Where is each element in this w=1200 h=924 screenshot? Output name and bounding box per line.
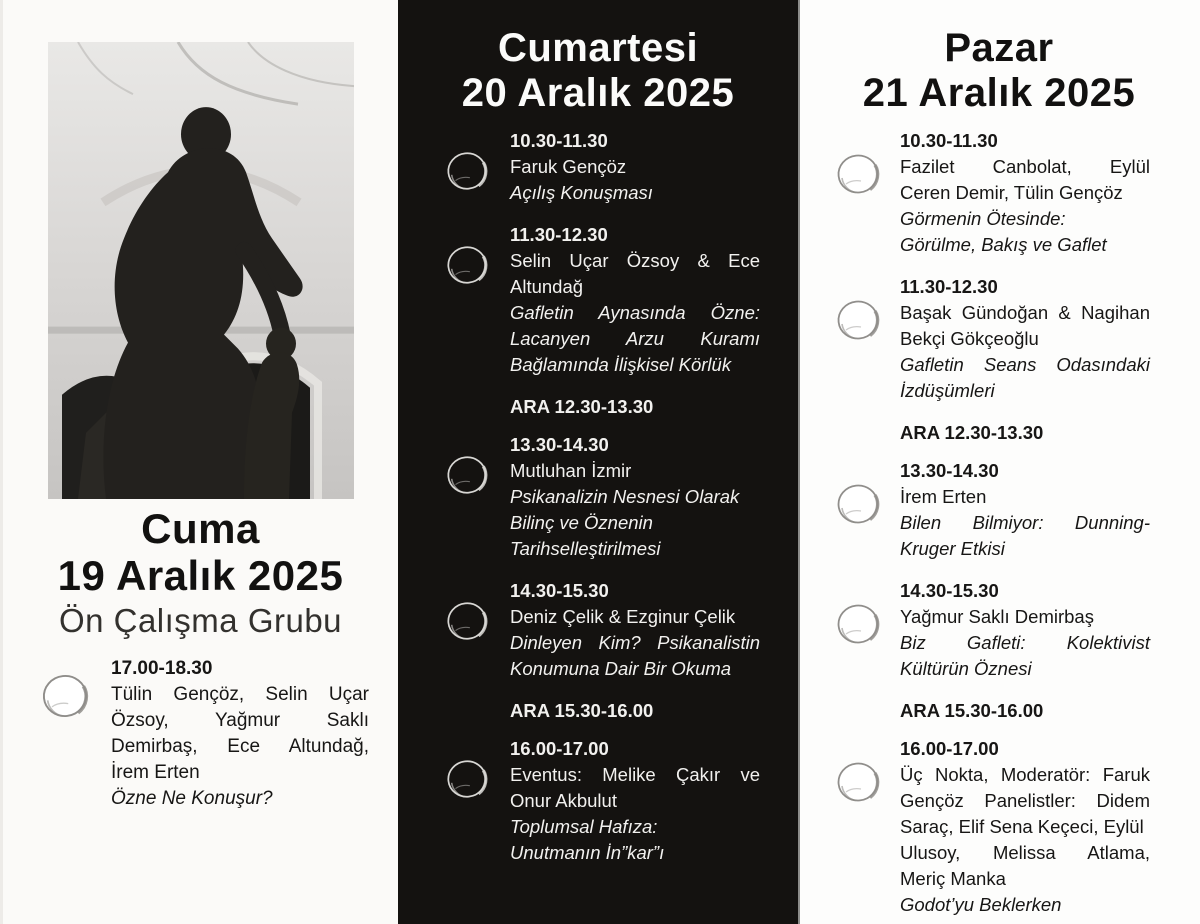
day-date: 20 Aralık 2025 bbox=[461, 70, 735, 115]
session-time: 11.30-12.30 bbox=[900, 275, 998, 297]
topic-line: Açılış Konuşması bbox=[510, 181, 653, 203]
session-time: 10.30-11.30 bbox=[900, 129, 998, 151]
topic-line: Unutmanın İn”kar”ı bbox=[510, 841, 665, 863]
topic-line: Bilen Bilmiyor: Dunning- bbox=[900, 511, 1150, 533]
day-title: Cuma bbox=[141, 505, 260, 552]
topic-line: Konumuna Dair Bir Okuma bbox=[510, 657, 732, 679]
schedule bbox=[800, 128, 1198, 918]
break-label: ARA 12.30-13.30 bbox=[900, 421, 1044, 443]
speaker-line: Onur Akbulut bbox=[510, 789, 617, 811]
speaker-line: Demirbaş, Ece Altundağ, bbox=[111, 736, 369, 758]
sketch-circle-icon bbox=[444, 452, 490, 498]
topic-line: Godot’yu Beklerken bbox=[900, 893, 1062, 915]
speaker-line: İrem Erten bbox=[900, 485, 987, 507]
sketch-circle-icon bbox=[834, 600, 882, 648]
speaker-line: Gençöz Panelistler: Didem bbox=[900, 789, 1150, 811]
day-title: Cumartesi bbox=[497, 26, 699, 70]
session-time: 14.30-15.30 bbox=[900, 579, 999, 601]
sketch-circle-icon bbox=[834, 758, 882, 806]
session-time: 16.00-17.00 bbox=[510, 737, 609, 759]
speaker-line: Üç Nokta, Moderatör: Faruk bbox=[900, 763, 1150, 785]
topic-line: Bağlamında İlişkisel Körlük bbox=[510, 353, 732, 375]
sketch-circle-icon bbox=[444, 242, 490, 288]
topic-line: Özne Ne Konuşur? bbox=[111, 788, 273, 810]
speaker-line: Faruk Gençöz bbox=[510, 155, 627, 177]
topic-line: Kruger Etkisi bbox=[900, 537, 1005, 559]
topic-line: Psikanalizin Nesnesi Olarak bbox=[510, 485, 740, 507]
topic-line: Toplumsal Hafıza: bbox=[510, 815, 658, 837]
session bbox=[800, 578, 1198, 682]
session bbox=[800, 274, 1198, 404]
day-subtitle: Ön Çalışma Grubu bbox=[58, 602, 343, 640]
topic-line: İzdüşümleri bbox=[900, 379, 995, 401]
speaker-line: Yağmur Saklı Demirbaş bbox=[900, 605, 1094, 627]
sunday-column bbox=[800, 0, 1198, 924]
session bbox=[800, 128, 1198, 258]
saturday-column bbox=[398, 0, 800, 924]
session-time: 14.30-15.30 bbox=[510, 579, 609, 601]
speaker-line: Başak Gündoğan & Nagihan bbox=[900, 301, 1150, 323]
session bbox=[398, 432, 798, 562]
session-time: 13.30-14.30 bbox=[900, 459, 999, 481]
session bbox=[800, 458, 1198, 562]
session-time: 17.00-18.30 bbox=[111, 658, 213, 680]
speaker-line: Fazilet Canbolat, Eylül bbox=[900, 155, 1150, 177]
topic-line: Biz Gafleti: Kolektivist bbox=[900, 631, 1150, 653]
session-time: 11.30-12.30 bbox=[510, 223, 608, 245]
schedule bbox=[398, 128, 798, 866]
speaker-line: Meriç Manka bbox=[900, 867, 1006, 889]
session bbox=[398, 736, 798, 866]
topic-line: Gafletin Seans Odasındaki bbox=[900, 353, 1150, 375]
topic-line: Görmenin Ötesinde: bbox=[900, 207, 1066, 229]
day-date: 21 Aralık 2025 bbox=[862, 70, 1136, 115]
sketch-circle-icon bbox=[444, 598, 490, 644]
speaker-line: Bekçi Gökçeoğlu bbox=[900, 327, 1039, 349]
break-label: ARA 15.30-16.00 bbox=[510, 699, 654, 721]
session bbox=[398, 578, 798, 682]
speaker-line: Ceren Demir, Tülin Gençöz bbox=[900, 181, 1123, 203]
day-title: Pazar bbox=[944, 26, 1054, 70]
topic-line: Dinleyen Kim? Psikanalistin bbox=[510, 631, 760, 653]
session bbox=[398, 128, 798, 206]
session bbox=[398, 222, 798, 378]
speaker-line: Ulusoy, Melissa Atlama, bbox=[900, 841, 1150, 863]
session bbox=[3, 656, 398, 812]
schedule bbox=[3, 656, 398, 812]
topic-line: Gafletin Aynasında Özne: bbox=[510, 301, 760, 323]
sketch-circle-icon bbox=[834, 296, 882, 344]
sketch-circle-icon bbox=[834, 150, 882, 198]
sketch-circle-icon bbox=[39, 670, 91, 722]
session-time: 10.30-11.30 bbox=[510, 129, 608, 151]
session-time: 13.30-14.30 bbox=[510, 433, 609, 455]
day-date: 19 Aralık 2025 bbox=[57, 552, 344, 600]
session-time: 16.00-17.00 bbox=[900, 737, 999, 759]
speaker-line: İrem Erten bbox=[111, 762, 200, 784]
speaker-line: Deniz Çelik & Ezginur Çelik bbox=[510, 605, 736, 627]
break-label: ARA 15.30-16.00 bbox=[900, 699, 1044, 721]
topic-line: Kültürün Öznesi bbox=[900, 657, 1032, 679]
friday-column bbox=[3, 0, 398, 924]
speaker-line: Tülin Gençöz, Selin Uçar bbox=[111, 684, 369, 706]
topic-line: Tarihselleştirilmesi bbox=[510, 537, 661, 559]
speaker-line: Selin Uçar Özsoy & Ece bbox=[510, 249, 760, 271]
sketch-circle-icon bbox=[444, 148, 490, 194]
sketch-circle-icon bbox=[834, 480, 882, 528]
session bbox=[800, 736, 1198, 918]
topic-line: Görülme, Bakış ve Gaflet bbox=[900, 233, 1107, 255]
speaker-line: Mutluhan İzmir bbox=[510, 459, 632, 481]
sketch-circle-icon bbox=[444, 756, 490, 802]
break-label: ARA 12.30-13.30 bbox=[510, 395, 654, 417]
speaker-line: Eventus: Melike Çakır ve bbox=[510, 763, 760, 785]
speaker-line: Özsoy, Yağmur Saklı bbox=[111, 710, 369, 732]
topic-line: Bilinç ve Öznenin bbox=[510, 511, 653, 533]
statue-photo bbox=[48, 42, 354, 499]
topic-line: Lacanyen Arzu Kuramı bbox=[510, 327, 760, 349]
speaker-line: Altundağ bbox=[510, 275, 584, 297]
speaker-line: Saraç, Elif Sena Keçeci, Eylül bbox=[900, 815, 1144, 837]
